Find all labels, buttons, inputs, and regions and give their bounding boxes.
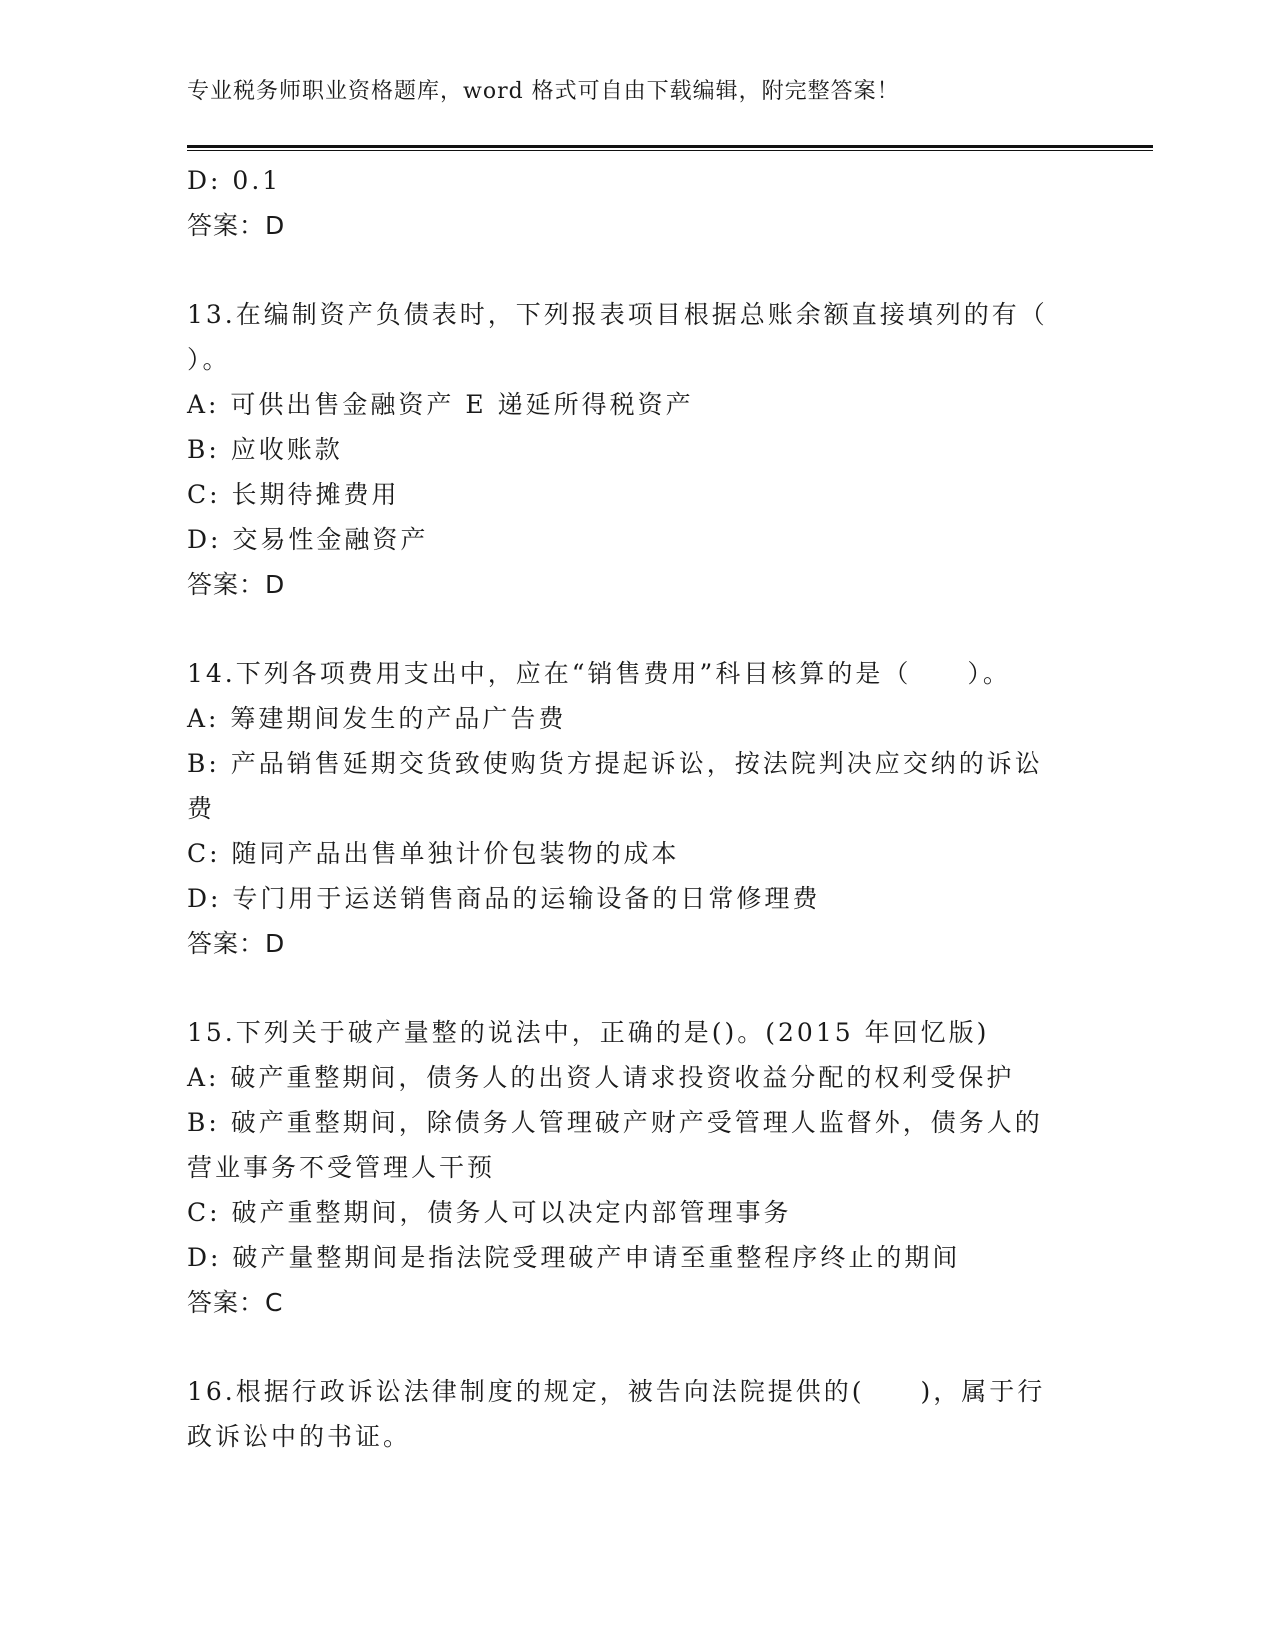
question-16 bbox=[187, 1369, 1087, 1459]
question-stem: 16.根据行政诉讼法律制度的规定，被告向法院提供的( )，属于行 bbox=[187, 1377, 1046, 1406]
question-stem: 15.下列关于破产量整的说法中，正确的是()。(2015 年回忆版) bbox=[187, 1018, 990, 1047]
answer: 答案：D bbox=[187, 570, 286, 599]
answer: 答案：C bbox=[187, 1288, 284, 1317]
option-d: D: 专门用于运送销售商品的运输设备的日常修理费 bbox=[187, 884, 821, 913]
question-stem: 14.下列各项费用支出中，应在“销售费用”科目核算的是（ ）。 bbox=[187, 659, 1011, 688]
option-a: A: 破产重整期间，债务人的出资人请求投资收益分配的权利受保护 bbox=[187, 1063, 1015, 1092]
option-d: D: 交易性金融资产 bbox=[187, 525, 429, 554]
question-13 bbox=[187, 292, 1087, 607]
answer: 答案：D bbox=[187, 929, 286, 958]
spacer bbox=[187, 607, 1087, 651]
option-b: B: 应收账款 bbox=[187, 435, 343, 464]
option-d: D: 破产量整期间是指法院受理破产申请至重整程序终止的期间 bbox=[187, 1243, 961, 1272]
question-stem-cont: ）。 bbox=[187, 345, 231, 374]
answer: 答案：D bbox=[187, 211, 286, 240]
spacer bbox=[187, 966, 1087, 1010]
option-b-cont: 营业事务不受管理人干预 bbox=[187, 1153, 496, 1182]
option-b-cont: 费 bbox=[187, 794, 216, 823]
question-14 bbox=[187, 651, 1087, 966]
option-b: B: 产品销售延期交货致使购货方提起诉讼，按法院判决应交纳的诉讼 bbox=[187, 749, 1043, 778]
document-body bbox=[187, 158, 1087, 1459]
question-stem-cont: 政诉讼中的书证。 bbox=[187, 1422, 412, 1451]
option-c: C: 长期待摊费用 bbox=[187, 480, 400, 509]
option-c: C: 随同产品出售单独计价包装物的成本 bbox=[187, 839, 680, 868]
option-c: C: 破产重整期间，债务人可以决定内部管理事务 bbox=[187, 1198, 792, 1227]
header-rule bbox=[187, 145, 1153, 151]
option-a: A: 可供出售金融资产 E 递延所得税资产 bbox=[187, 390, 694, 419]
option-b: B: 破产重整期间，除债务人管理破产财产受管理人监督外，债务人的 bbox=[187, 1108, 1043, 1137]
spacer bbox=[187, 1325, 1087, 1369]
question-15 bbox=[187, 1010, 1087, 1325]
option-d: D: 0.1 bbox=[187, 166, 282, 195]
page-header: 专业税务师职业资格题库，word 格式可自由下载编辑，附完整答案！ bbox=[187, 79, 900, 104]
question-12-tail bbox=[187, 158, 1087, 248]
question-stem: 13.在编制资产负债表时，下列报表项目根据总账余额直接填列的有（ bbox=[187, 300, 1048, 329]
spacer bbox=[187, 248, 1087, 292]
option-a: A: 筹建期间发生的产品广告费 bbox=[187, 704, 567, 733]
